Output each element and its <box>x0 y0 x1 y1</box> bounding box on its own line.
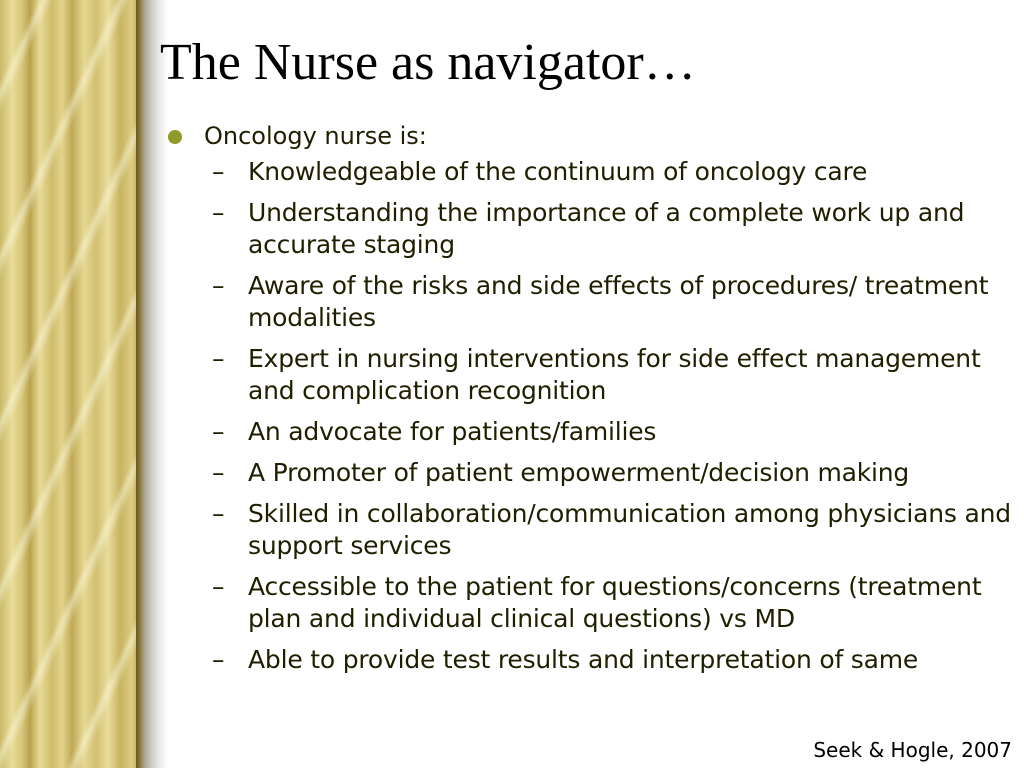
citation: Seek & Hogle, 2007 <box>813 738 1012 762</box>
list-item-text: Knowledgeable of the continuum of oncology care <box>248 157 868 186</box>
list-item <box>166 197 1012 261</box>
list-item-text: An advocate for patients/families <box>248 417 657 446</box>
dash-icon: – <box>212 344 225 373</box>
main-bullet-text: Oncology nurse is: <box>204 122 427 150</box>
list-item-text: Aware of the risks and side effects of procedures/ treatment modalities <box>248 271 989 332</box>
list-item <box>166 416 1012 448</box>
list-item-text: Accessible to the patient for questions/concerns (treatment plan and individual clinical questions) vs MD <box>248 572 982 633</box>
dash-icon: – <box>212 499 225 528</box>
dash-icon: – <box>212 157 225 186</box>
list-item <box>166 457 1012 489</box>
list-item <box>166 343 1012 407</box>
list-item-text: Expert in nursing interventions for side effect management and complication recognition <box>248 344 981 405</box>
sub-bullet-list <box>166 156 1012 676</box>
decorative-gold-sidebar <box>0 0 140 768</box>
list-item-text: A Promoter of patient empowerment/decision making <box>248 458 910 487</box>
list-item <box>166 270 1012 334</box>
dash-icon: – <box>212 572 225 601</box>
round-bullet-icon <box>168 130 182 144</box>
list-item-text: Able to provide test results and interpretation of same <box>248 645 919 674</box>
main-bullet <box>166 120 1012 152</box>
list-item <box>166 644 1012 676</box>
list-item <box>166 156 1012 188</box>
dash-icon: – <box>212 645 225 674</box>
slide-title: The Nurse as navigator… <box>160 34 696 91</box>
dash-icon: – <box>212 271 225 300</box>
dash-icon: – <box>212 458 225 487</box>
list-item <box>166 571 1012 635</box>
dash-icon: – <box>212 417 225 446</box>
slide-content <box>166 120 1012 685</box>
dash-icon: – <box>212 198 225 227</box>
list-item-text: Skilled in collaboration/communication among physicians and support services <box>248 499 1011 560</box>
list-item <box>166 498 1012 562</box>
list-item-text: Understanding the importance of a complete work up and accurate staging <box>248 198 965 259</box>
sidebar-shadow <box>136 0 168 768</box>
